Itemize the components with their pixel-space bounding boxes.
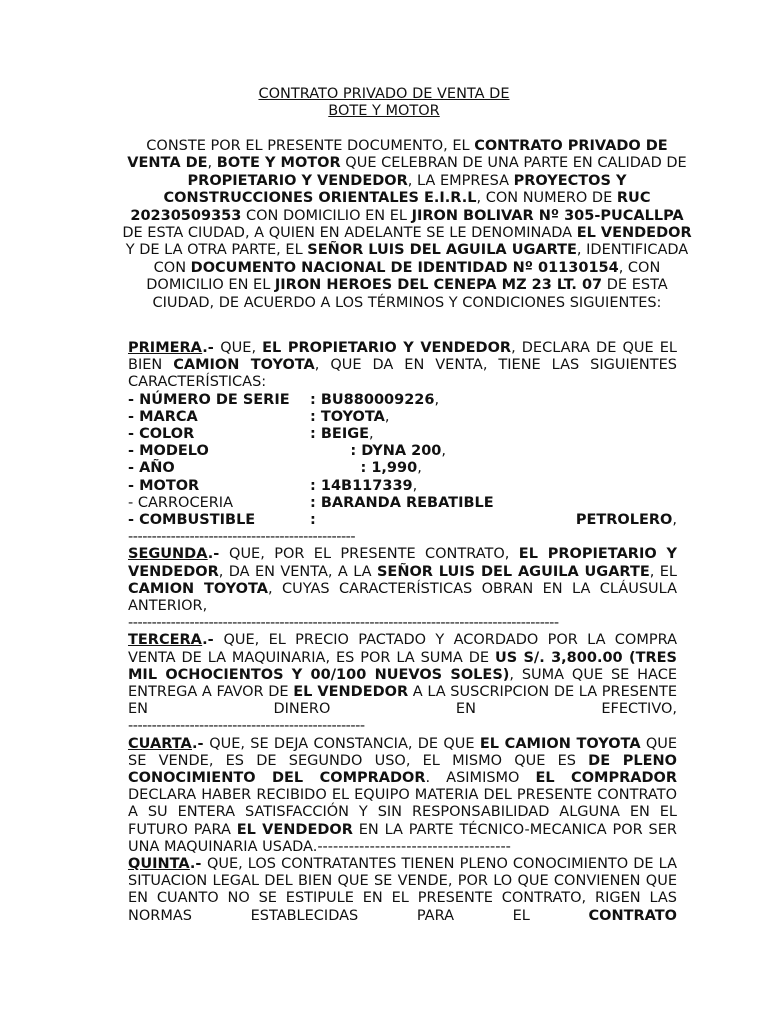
spec-row — [128, 409, 677, 426]
quinta-run: QUINTA — [128, 855, 190, 872]
spec-value-text: BEIGE — [320, 425, 370, 442]
spec-row — [128, 426, 677, 443]
spec-value-text: DYNA 200 — [361, 443, 442, 460]
clause-cuarta-text — [128, 736, 677, 855]
cuarta-run: EL COMPRADOR — [535, 769, 677, 786]
clause-quinta — [128, 856, 677, 925]
spec-row — [128, 478, 677, 495]
spec-label: - COMBUSTIBLE — [128, 511, 256, 528]
spec-value-text: BARANDA REBATIBLE — [320, 494, 494, 511]
segunda-run: , EL — [649, 563, 677, 580]
separator-dashes-4: ------------------------------------- — [317, 838, 511, 855]
spec-label: - AÑO — [128, 460, 175, 477]
spec-label: - MARCA — [128, 408, 198, 425]
primera-run: , DECLARA DE QUE EL BIEN — [128, 340, 677, 374]
cuarta-run: QUE SE VENDE, ES DE SEGUNDO USO, EL MISMO QUE ES — [128, 735, 678, 769]
separator-dashes-2: ------------------------------------------------------------------------------------------- — [128, 615, 559, 632]
spec-tail: , — [434, 391, 440, 408]
intro-run: CON DOMICILIO EN EL — [241, 207, 412, 224]
spec-row — [128, 460, 677, 477]
intro-paragraph — [118, 138, 696, 312]
spec-separator: : — [310, 477, 321, 494]
segunda-run: , DA EN VENTA, A LA — [218, 563, 377, 580]
spec-tail: , — [369, 425, 374, 442]
tercera-run: EL VENDEDOR — [293, 683, 409, 700]
tercera-run: TERCERA — [128, 632, 203, 649]
primera-run: PRIMERA — [128, 340, 203, 356]
spec-row — [128, 495, 677, 512]
spec-separator: : — [310, 425, 321, 442]
intro-run: EL VENDEDOR — [576, 225, 692, 242]
intro-run: JIRON BOLIVAR Nº 305-PUCALLPA — [411, 207, 684, 224]
tercera-run: QUE, EL PRECIO PACTADO Y ACORDADO POR LA COMPRA VENTA DE LA MAQUINARIA, ES POR LA SUMA DE — [128, 632, 678, 666]
intro-run: PROPIETARIO Y VENDEDOR — [187, 172, 408, 189]
spec-separator: : — [310, 494, 321, 511]
primera-run: .- — [202, 340, 221, 356]
quinta-run: QUE, LOS CONTRATANTES TIENEN PLENO CONOCIMIENTO DE LA SITUACION LEGAL DEL BIEN QUE SE VENDE, POR LO QUE CONVIENEN QUE EN CUANTO NO SE ESTIPULE EN EL PRESENTE CONTRATO, RIGEN LAS NORMAS ESTABLECIDAS PARA EL — [128, 855, 678, 924]
tercera-run: .- — [202, 632, 224, 649]
spec-separator: : — [310, 511, 316, 528]
spec-tail: , — [417, 460, 422, 477]
spec-tail: , — [672, 511, 677, 528]
intro-run: QUE CELEBRAN DE UNA PARTE EN CALIDAD DE — [340, 155, 687, 172]
tercera-run: A LA SUSCRIPCION DE LA PRESENTE EN DINERO EN EFECTIVO, — [128, 683, 677, 718]
document-title-line-1: CONTRATO PRIVADO DE VENTA DE — [258, 86, 510, 102]
cuarta-run: DECLARA HABER RECIBIDO EL EQUIPO MATERIA DEL PRESENTE CONTRATO A SU ENTERA SATISFACCIÓN Y SIN RESPONSABILIDAD ALGUNA EN EL FUTURO PARA — [128, 787, 677, 838]
spec-value-text: 1,990 — [371, 460, 418, 477]
spec-value — [310, 443, 677, 460]
segunda-run: , CUYAS CARACTERÍSTICAS OBRAN EN LA CLÁUSULA ANTERIOR, — [128, 580, 677, 614]
separator-dashes-3: -------------------------------------------------- — [128, 718, 365, 735]
spec-value — [310, 460, 677, 477]
spec-value-text: 14B117339 — [320, 477, 413, 494]
intro-run: DE ESTA CIUDAD, A QUIEN EN ADELANTE SE LE DENOMINADA — [122, 225, 577, 242]
cuarta-run: EL VENDEDOR — [236, 821, 353, 838]
segunda-run: EL PROPIETARIO Y VENDEDOR — [128, 546, 677, 580]
spec-row — [128, 512, 677, 529]
spec-tail: , — [441, 443, 446, 460]
contract-body — [128, 340, 677, 925]
spec-tail: , — [384, 408, 390, 425]
spec-label: - MOTOR — [128, 477, 200, 494]
spec-value-text: BU880009226 — [320, 391, 435, 408]
primera-run: CAMION TOYOTA — [173, 357, 315, 374]
quinta-run: CONTRATO — [588, 907, 677, 924]
intro-run: , — [207, 155, 217, 172]
intro-run: CONSTE POR EL PRESENTE DOCUMENTO, EL — [146, 138, 475, 154]
spec-label: - NÚMERO DE SERIE — [128, 391, 290, 408]
intro-run: CONTRATO PRIVADO DE VENTA DE — [127, 138, 668, 172]
intro-run: DE ESTA CIUDAD, DE ACUERDO A LOS TÉRMINOS Y CONDICIONES SIGUIENTES: — [152, 277, 668, 311]
intro-run: , CON NUMERO DE — [476, 190, 617, 207]
cuarta-run: DE PLENO CONOCIMIENTO DEL COMPRADOR — [128, 752, 677, 786]
tercera-run: , SUMA QUE SE HACE ENTREGA A FAVOR DE — [128, 666, 678, 700]
clause-tercera — [128, 632, 677, 718]
segunda-run: SEGUNDA — [128, 546, 208, 563]
cuarta-run: EL CAMION TOYOTA — [479, 735, 641, 752]
spec-separator: : — [310, 443, 362, 460]
cuarta-run: EN LA PARTE TÉCNICO-MECANICA POR SER UNA MAQUINARIA USADA. — [128, 821, 677, 855]
spec-label: - MODELO — [128, 443, 209, 460]
intro-run: Y DE LA OTRA PARTE, EL — [125, 242, 308, 259]
quinta-run: .- — [189, 855, 207, 872]
primera-run: EL PROPIETARIO Y VENDEDOR — [262, 340, 512, 356]
separator-dashes-1: ------------------------------------------------ — [128, 529, 356, 546]
cuarta-run: .- — [191, 735, 210, 752]
intro-run: , LA EMPRESA — [407, 172, 514, 189]
cuarta-run: QUE, SE DEJA CONSTANCIA, DE QUE — [209, 735, 480, 752]
clause-segunda — [128, 546, 677, 615]
intro-run: DOCUMENTO NACIONAL DE IDENTIDAD Nº 01130154 — [190, 259, 619, 276]
intro-run: , IDENTIFICADA CON — [153, 242, 689, 276]
spec-value — [310, 478, 677, 495]
spec-label: - COLOR — [128, 425, 195, 442]
primera-run: , QUE DA EN VENTA, TIENE LAS SIGUIENTES CARACTERÍSTICAS: — [128, 357, 678, 391]
spec-value — [310, 512, 677, 529]
spec-label: - CARROCERIA — [128, 494, 234, 511]
spec-value — [310, 426, 677, 443]
segunda-run: SEÑOR LUIS DEL AGUILA UGARTE — [376, 563, 650, 580]
intro-run: SEÑOR LUIS DEL AGUILA UGARTE — [307, 242, 577, 259]
intro-run: RUC 20230509353 — [130, 190, 651, 224]
spec-tail: , — [412, 477, 418, 494]
primera-run: QUE, — [220, 340, 263, 356]
spec-separator: : — [310, 408, 321, 425]
spec-value — [310, 409, 677, 426]
segunda-run: CAMION TOYOTA — [128, 580, 268, 597]
spec-row — [128, 392, 677, 409]
cuarta-run: . ASIMISMO — [425, 769, 536, 786]
cuarta-run: CUARTA — [128, 735, 192, 752]
segunda-run: QUE, POR EL PRESENTE CONTRATO, — [229, 546, 519, 563]
clause-cuarta — [128, 736, 677, 856]
tercera-run: US S/. 3,800.00 (TRES MIL OCHOCIENTOS Y 00/100 NUEVOS SOLES) — [128, 649, 677, 683]
spec-value-text: TOYOTA — [320, 408, 385, 425]
clause-primera — [128, 340, 677, 392]
spec-value — [310, 495, 677, 512]
spec-separator: : — [310, 391, 321, 408]
spec-value-text: PETROLERO — [575, 511, 673, 528]
intro-run: , CON DOMICILIO EN EL — [146, 259, 661, 294]
intro-run: PROYECTOS Y CONSTRUCCIONES ORIENTALES E.I.R.L — [163, 172, 627, 207]
document-title-line-2: BOTE Y MOTOR — [328, 103, 440, 119]
segunda-run: .- — [207, 546, 230, 563]
vehicle-specs-list — [128, 392, 677, 530]
intro-run: BOTE Y MOTOR — [216, 155, 341, 172]
spec-value — [310, 392, 677, 409]
spec-separator: : — [310, 460, 372, 477]
intro-run: JIRON HEROES DEL CENEPA MZ 23 LT. 07 — [274, 277, 603, 294]
spec-row — [128, 443, 677, 460]
